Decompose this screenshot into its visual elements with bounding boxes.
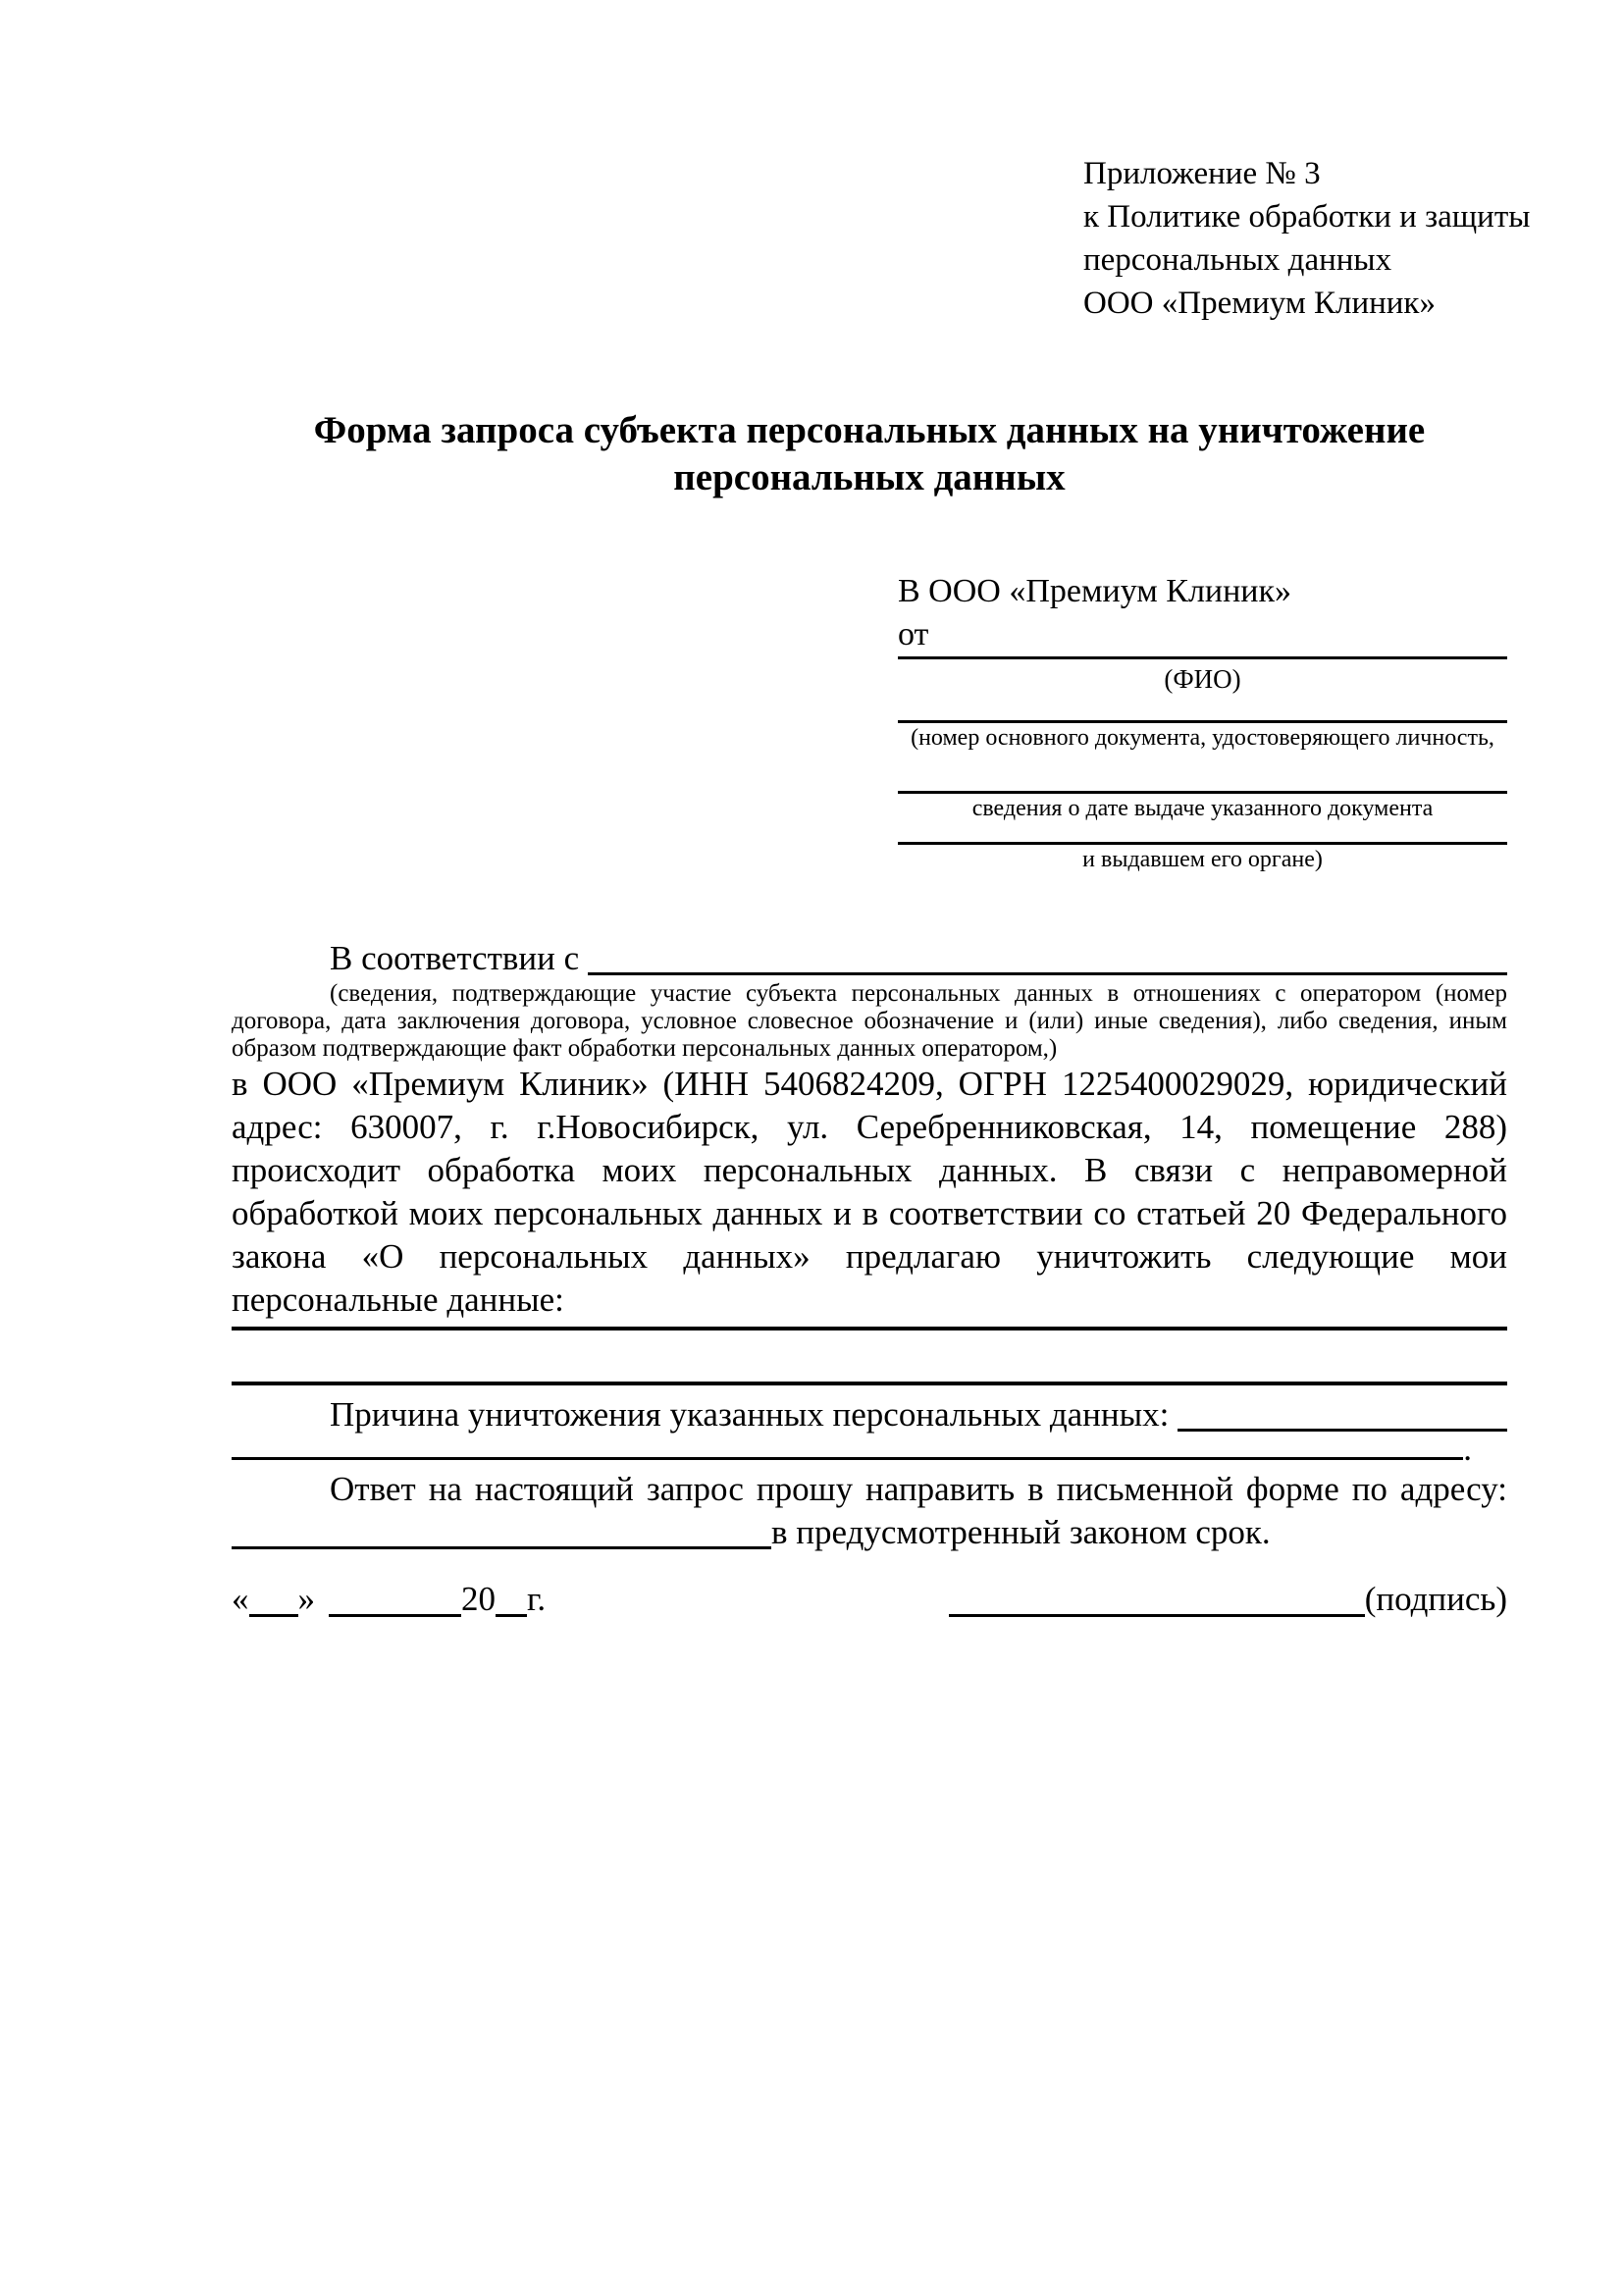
title-line-2: персональных данных xyxy=(673,456,1066,498)
reason-label: Причина уничтожения указанных персональных данных: xyxy=(330,1395,1178,1434)
date-field-group xyxy=(232,1578,546,1621)
document-content xyxy=(232,152,1531,1621)
signature-blank-line xyxy=(949,1585,1365,1617)
response-address-line xyxy=(232,1511,1507,1554)
fio-blank-line xyxy=(898,656,1507,659)
accordance-blank-line xyxy=(588,937,1507,975)
signature-field-group xyxy=(949,1578,1507,1621)
year-suffix: г. xyxy=(527,1580,547,1618)
addressee-to: В ООО «Премиум Клиник» xyxy=(898,573,1292,609)
appendix-line-4: ООО «Премиум Клиник» xyxy=(1083,286,1436,321)
appendix-line-3: персональных данных xyxy=(1083,242,1392,278)
accordance-lead: В соответствии с xyxy=(330,939,588,977)
reason-blank-line xyxy=(1178,1393,1507,1432)
accordance-note: (сведения, подтверждающие участие субъекта персональных данных в отношениях с оператором (номер договора, дата заключения договора, условное словесное обозначение и (или) иные сведения), либо сведения, иным образом подтверждающие факт обработки персональных данных оператором,) xyxy=(232,980,1507,1062)
appendix-line-2: к Политике обработки и защиты xyxy=(1083,199,1531,235)
fio-caption: (ФИО) xyxy=(1164,664,1241,694)
addressee-from-label: от xyxy=(898,616,929,652)
signature-caption: (подпись) xyxy=(1364,1580,1507,1618)
period-mark: . xyxy=(1463,1430,1472,1468)
date-signature-row xyxy=(232,1578,1507,1621)
title-line-1: Форма запроса субъекта персональных данных на уничтожение xyxy=(313,409,1426,451)
document-title xyxy=(232,407,1507,501)
issuing-authority-caption: и выдавшем его органе) xyxy=(1082,847,1323,872)
document-number-blank-line xyxy=(898,696,1507,723)
address-blank-line xyxy=(232,1511,771,1549)
accordance-line xyxy=(232,937,1507,980)
response-tail: в предусмотренный законом срок. xyxy=(771,1513,1271,1551)
issuing-authority-blank-line xyxy=(898,823,1507,845)
appendix-block xyxy=(1083,152,1531,325)
issue-date-blank-line xyxy=(898,753,1507,794)
body-paragraph: в ООО «Премиум Клиник» (ИНН 5406824209, ОГРН 1225400029029, юридический адрес: 630007, г. г.Новосибирск, ул. Серебренниковская, 14, помещение 288) происходит обработка моих персональных данных. В связи с неправомерной обработкой моих персональных данных и в соответствии со статьей 20 Федерального закона «О персональных данных» предлагаю уничтожить следующие мои персональные данные: xyxy=(232,1065,1507,1319)
issue-date-caption: сведения о дате выдаче указанного документа xyxy=(971,796,1434,821)
open-quote: « xyxy=(232,1580,249,1618)
document-number-caption: (номер основного документа, удостоверяющего личность, xyxy=(911,725,1494,751)
addressee-block xyxy=(898,570,1507,874)
close-quote: » xyxy=(297,1580,315,1618)
appendix-line-1: Приложение № 3 xyxy=(1083,156,1321,191)
personal-data-blank-line-2 xyxy=(232,1331,1507,1385)
reason-continuation-line xyxy=(232,1430,1507,1468)
reason-blank-line-2 xyxy=(232,1457,1463,1460)
reason-line xyxy=(232,1393,1507,1436)
day-blank-line xyxy=(249,1585,298,1617)
year-prefix: 20 xyxy=(461,1580,496,1618)
personal-data-blank-line-1 xyxy=(232,1322,1507,1331)
month-blank-line xyxy=(329,1585,461,1617)
response-paragraph: Ответ на настоящий запрос прошу направить в письменной форме по адресу: xyxy=(330,1470,1507,1508)
year-blank-line xyxy=(496,1585,527,1617)
